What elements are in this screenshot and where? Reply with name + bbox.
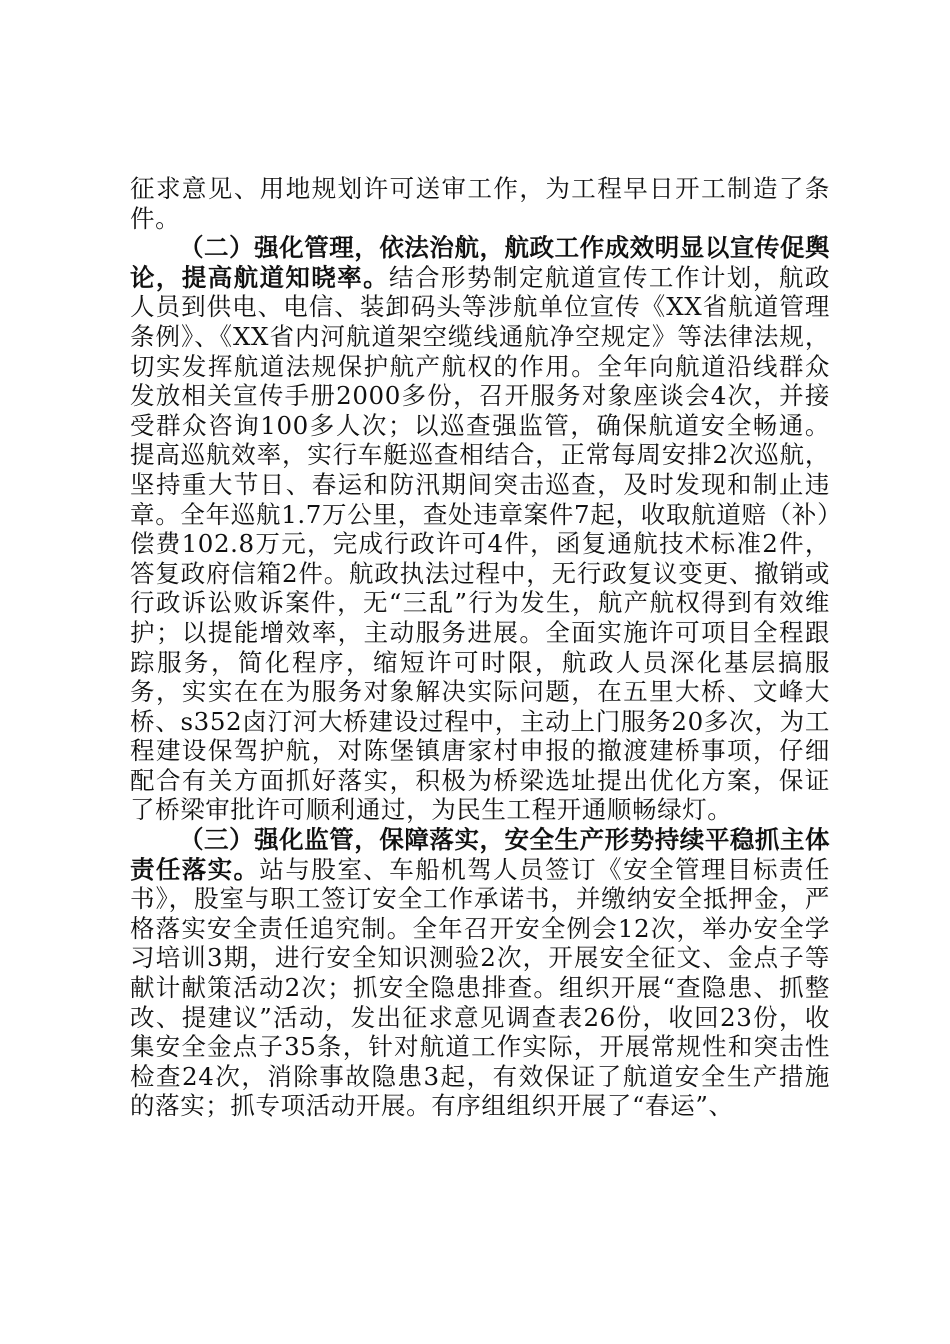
paragraph-section-2 bbox=[130, 233, 830, 825]
paragraph-continuation bbox=[130, 174, 830, 233]
document-body bbox=[130, 174, 830, 1121]
section-3-text: 站与股室、车船机驾人员签订《安全管理目标责任书》，股室与职工签订安全工作承诺书，并缴纳安全抵押金，严格落实安全责任追究制。全年召开安全例会12次，举办安全学习培训3期，进行安全知识测验2次，开展安全征文、金点子等献计献策活动2次；抓安全隐患排查。组织开展“查隐患、抓整改、提建议”活动，发出征求意见调查表26份，收回23份，收集安全金点子35条，针对航道工作实际，开展常规性和突击性检查24次，消除事故隐患3起，有效保证了航道安全生产措施的落实；抓专项活动开展。有序组组织开展了“春运”、 bbox=[130, 854, 831, 1121]
section-3-heading: （三）强化监管，保障落实，安全生产形势持续平稳抓主体责任落实。 bbox=[130, 825, 830, 884]
section-2-heading: （二）强化管理，依法治航，航政工作成效明显以宣传促舆论，提高航道知晓率。 bbox=[130, 233, 830, 292]
paragraph-section-3 bbox=[130, 825, 830, 1121]
section-2-text: 结合形势制定航道宣传工作计划，航政人员到供电、电信、装卸码头等涉航单位宣传《XX省航道管理条例》、《XX省内河航道架空缆线通航净空规定》等法律法规，切实发挥航道法规保护航产航权的作用。全年向航道沿线群众发放相关宣传手册2000多份，召开服务对象座谈会4次，并接受群众咨询100多人次；以巡查强监管，确保航道安全畅通。提高巡航效率，实行车艇巡查相结合，正常每周安排2次巡航，坚持重大节日、春运和防汛期间突击巡查，及时发现和制止违章。全年巡航1.7万公里，查处违章案件7起，收取航道赔（补）偿费102.8万元，完成行政许可4件，函复通航技术标准2件，答复政府信箱2件。航政执法过程中，无行政复议变更、撤销或行政诉讼败诉案件，无“三乱”行为发生，航产航权得到有效维护；以提能增效率，主动服务进展。全面实施许可项目全程跟踪服务，简化程序，缩短许可时限，航政人员深化基层搞服务，实实在在为服务对象解决实际问题，在五里大桥、文峰大桥、s352卤汀河大桥建设过程中，主动上门服务20多次，为工程建设保驾护航，对陈堡镇唐家村申报的撤渡建桥事项，仔细配合有关方面抓好落实，积极为桥梁选址提出优化方案，保证了桥梁审批许可顺利通过，为民生工程开通顺畅绿灯。 bbox=[130, 262, 831, 825]
paragraph-1-text: 征求意见、用地规划许可送审工作，为工程早日开工制造了条件。 bbox=[130, 174, 830, 233]
